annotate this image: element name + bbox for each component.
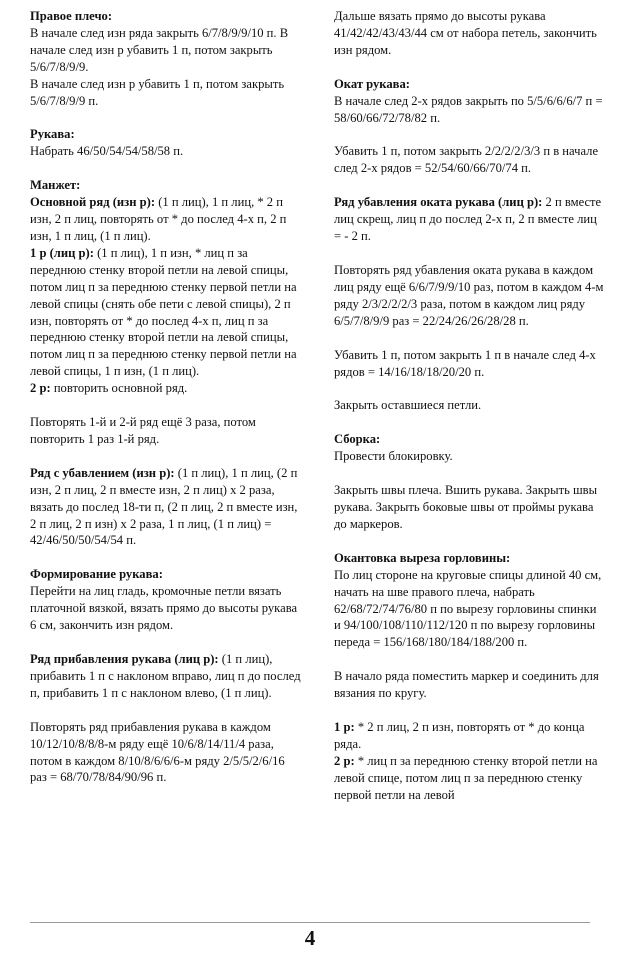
heading-sleeve-cap: Окат рукава:: [334, 76, 410, 91]
section-decrease-bind-2: [334, 347, 604, 381]
page-number: 4: [304, 926, 316, 950]
paragraph: Перейти на лиц гладь, кромочные петли вязать платочной вязкой, вязать прямо до высоты рукава 6 см, закончить изн рядом.: [30, 584, 298, 633]
increase-row: [30, 651, 302, 702]
section-right-shoulder: [30, 8, 302, 109]
heading-right-shoulder: Правое плечо:: [30, 9, 113, 23]
section-repeat: [30, 414, 302, 448]
section-sleeve-shaping: [30, 566, 302, 634]
cuff-row-1: [30, 245, 302, 380]
section-neckband: [334, 550, 604, 651]
paragraph: Дальше вязать прямо до высоты рукава 41/42/42/43/43/44 см от набора петель, закончить изн рядом.: [334, 9, 597, 57]
cuff-row-2: [30, 380, 302, 397]
heading-assembly: Сборка:: [334, 432, 381, 447]
section-increase-row: [30, 651, 302, 702]
section-cap-decrease-row: [334, 194, 604, 245]
paragraph: По лиц стороне на круговые спицы длиной 40 см, начать на шве правого плеча, набрать 62/68/72/74/76/80 п по вырезу горловины спинки и 94/100/108/110/112/120 п по вырезу горловины переда = 156/168/180/184/188/200 п.: [334, 567, 602, 650]
row-label: 2 р:: [334, 753, 355, 768]
paragraph: Закрыть швы плеча. Вшить рукава. Закрыть швы рукава. Закрыть боковые швы от проймы рукава до маркеров.: [334, 483, 598, 531]
heading-sleeve-shaping: Формирование рукава:: [30, 567, 163, 582]
heading-cuff: Манжет:: [30, 178, 81, 193]
footer-divider: [30, 922, 590, 923]
row-text: 2 п вместе лиц скрещ, лиц п до послед 2-х п, 2 п вместе лиц = - 2 п.: [334, 195, 602, 244]
row-label: Ряд убавления оката рукава (лиц р):: [334, 195, 543, 210]
decrease-row: [30, 465, 302, 550]
row-text: (1 п лиц), 1 п лиц, * 2 п изн, 2 п лиц, повторять от * до послед 4-х п, 2 п изн, 1 п лиц, (1 п лиц).: [30, 195, 287, 243]
row-label: 1 р (лиц р):: [30, 245, 94, 260]
section-sleeve-cap: [334, 76, 604, 127]
section-sleeves: [30, 126, 302, 160]
cuff-main-row: [30, 194, 302, 245]
neckband-row-1: [334, 719, 604, 753]
section-neckband-rows: [334, 719, 604, 804]
row-label: Ряд прибавления рукава (лиц р):: [30, 652, 219, 666]
heading-sleeves: Рукава:: [30, 127, 75, 142]
section-repeat-increase: [30, 719, 302, 787]
paragraph: В начале след 2-х рядов закрыть по 5/5/6/6/6/7 п = 58/60/66/72/78/82 п.: [334, 93, 603, 125]
paragraph: Закрыть оставшиеся петли.: [334, 398, 482, 413]
row-text: (1 п лиц), 1 п лиц, (2 п изн, 2 п лиц, 2 п вместе изн, 2 п лиц) х 2 раза, вязать до послед 18-ти п, (2 п лиц, 2 п вместе изн, 2 п лиц, 2 п изн) х 2 раза, 1 п лиц, (1 п лиц) = 42/46/50/50/54/54 п.: [30, 465, 298, 548]
row-text: (1 п лиц), 1 п изн, * лиц п за переднюю стенку второй петли на левой спицы, потом лиц п за переднюю стенку первой петли на левой спицы (снять обе пети с левой спицы), 2 п изн, повторять от * до послед 4-х п, лиц п за переднюю стенку второй петли на левой спицы, потом лиц п за переднюю стенку первой петли на левой спицы, 1 п изн, (1 п лиц).: [30, 245, 297, 379]
section-repeat-cap: [334, 262, 604, 330]
row-text: * лиц п за переднюю стенку второй петли на левой спице, потом лиц п за переднюю стенку первой петли на левой: [334, 753, 598, 802]
row-label: 1 р:: [334, 720, 355, 735]
cap-decrease-row: [334, 194, 604, 245]
section-seams: [334, 482, 604, 533]
paragraph: Провести блокировку.: [334, 449, 453, 464]
row-label: Основной ряд (изн р):: [30, 195, 156, 210]
paragraph: Убавить 1 п, потом закрыть 2/2/2/2/3/3 п в начале след 2-х рядов = 52/54/60/66/70/74 п.: [334, 144, 599, 176]
section-marker: [334, 668, 604, 702]
paragraph: В начало ряда поместить маркер и соединить для вязания по кругу.: [334, 669, 599, 701]
paragraph: В начале след изн р убавить 1 п, потом закрыть 5/6/7/8/9/9 п.: [30, 76, 285, 108]
row-text: повторить основной ряд.: [53, 381, 188, 396]
paragraph: Убавить 1 п, потом закрыть 1 п в начале след 4-х рядов = 14/16/18/18/20/20 п.: [334, 347, 596, 379]
paragraph: Повторять ряд прибавления рукава в каждом 10/12/10/8/8/8-м ряду ещё 10/6/8/14/11/4 раза, потом в каждом 8/10/8/6/6/6-м ряду 2/5/5/2/6/16 раз = 68/70/78/84/90/96 п.: [30, 719, 285, 785]
row-text: (1 п лиц), прибавить 1 п с наклоном вправо, лиц п до послед п, прибавить 1 п с наклоном влево, (1 п лиц).: [30, 652, 301, 700]
section-assembly: [334, 431, 604, 465]
section-decrease-bind: [334, 143, 604, 177]
row-text: * 2 п лиц, 2 п изн, повторять от * до конца ряда.: [334, 720, 585, 751]
section-decrease-row: [30, 465, 302, 550]
heading-neckband: Окантовка выреза горловины:: [334, 550, 511, 565]
row-label: 2 р:: [30, 381, 51, 396]
row-label: Ряд с убавлением (изн р):: [30, 465, 175, 480]
section-continue: [334, 8, 604, 59]
right-column: [334, 8, 604, 821]
section-bind-off: [334, 397, 604, 414]
section-cuff: [30, 177, 302, 397]
neckband-row-2: [334, 753, 604, 804]
paragraph: Повторять ряд убавления оката рукава в каждом лиц ряду ещё 6/6/7/9/9/10 раз, потом в каждом 4-м ряду 2/3/2/2/2/3 раза, потом в каждом лиц ряду 6/5/7/8/9/9 раз = 22/24/26/26/28/28 п.: [334, 262, 604, 328]
paragraph: Набрать 46/50/54/54/58/58 п.: [30, 144, 184, 159]
left-column: [30, 8, 302, 803]
paragraph: В начале след изн ряда закрыть 6/7/8/9/9/10 п. В начале след изн р убавить 1 п, потом закрыть 5/6/7/8/9/9.: [30, 25, 289, 74]
paragraph: Повторять 1-й и 2-й ряд ещё 3 раза, потом повторить 1 раз 1-й ряд.: [30, 415, 256, 446]
